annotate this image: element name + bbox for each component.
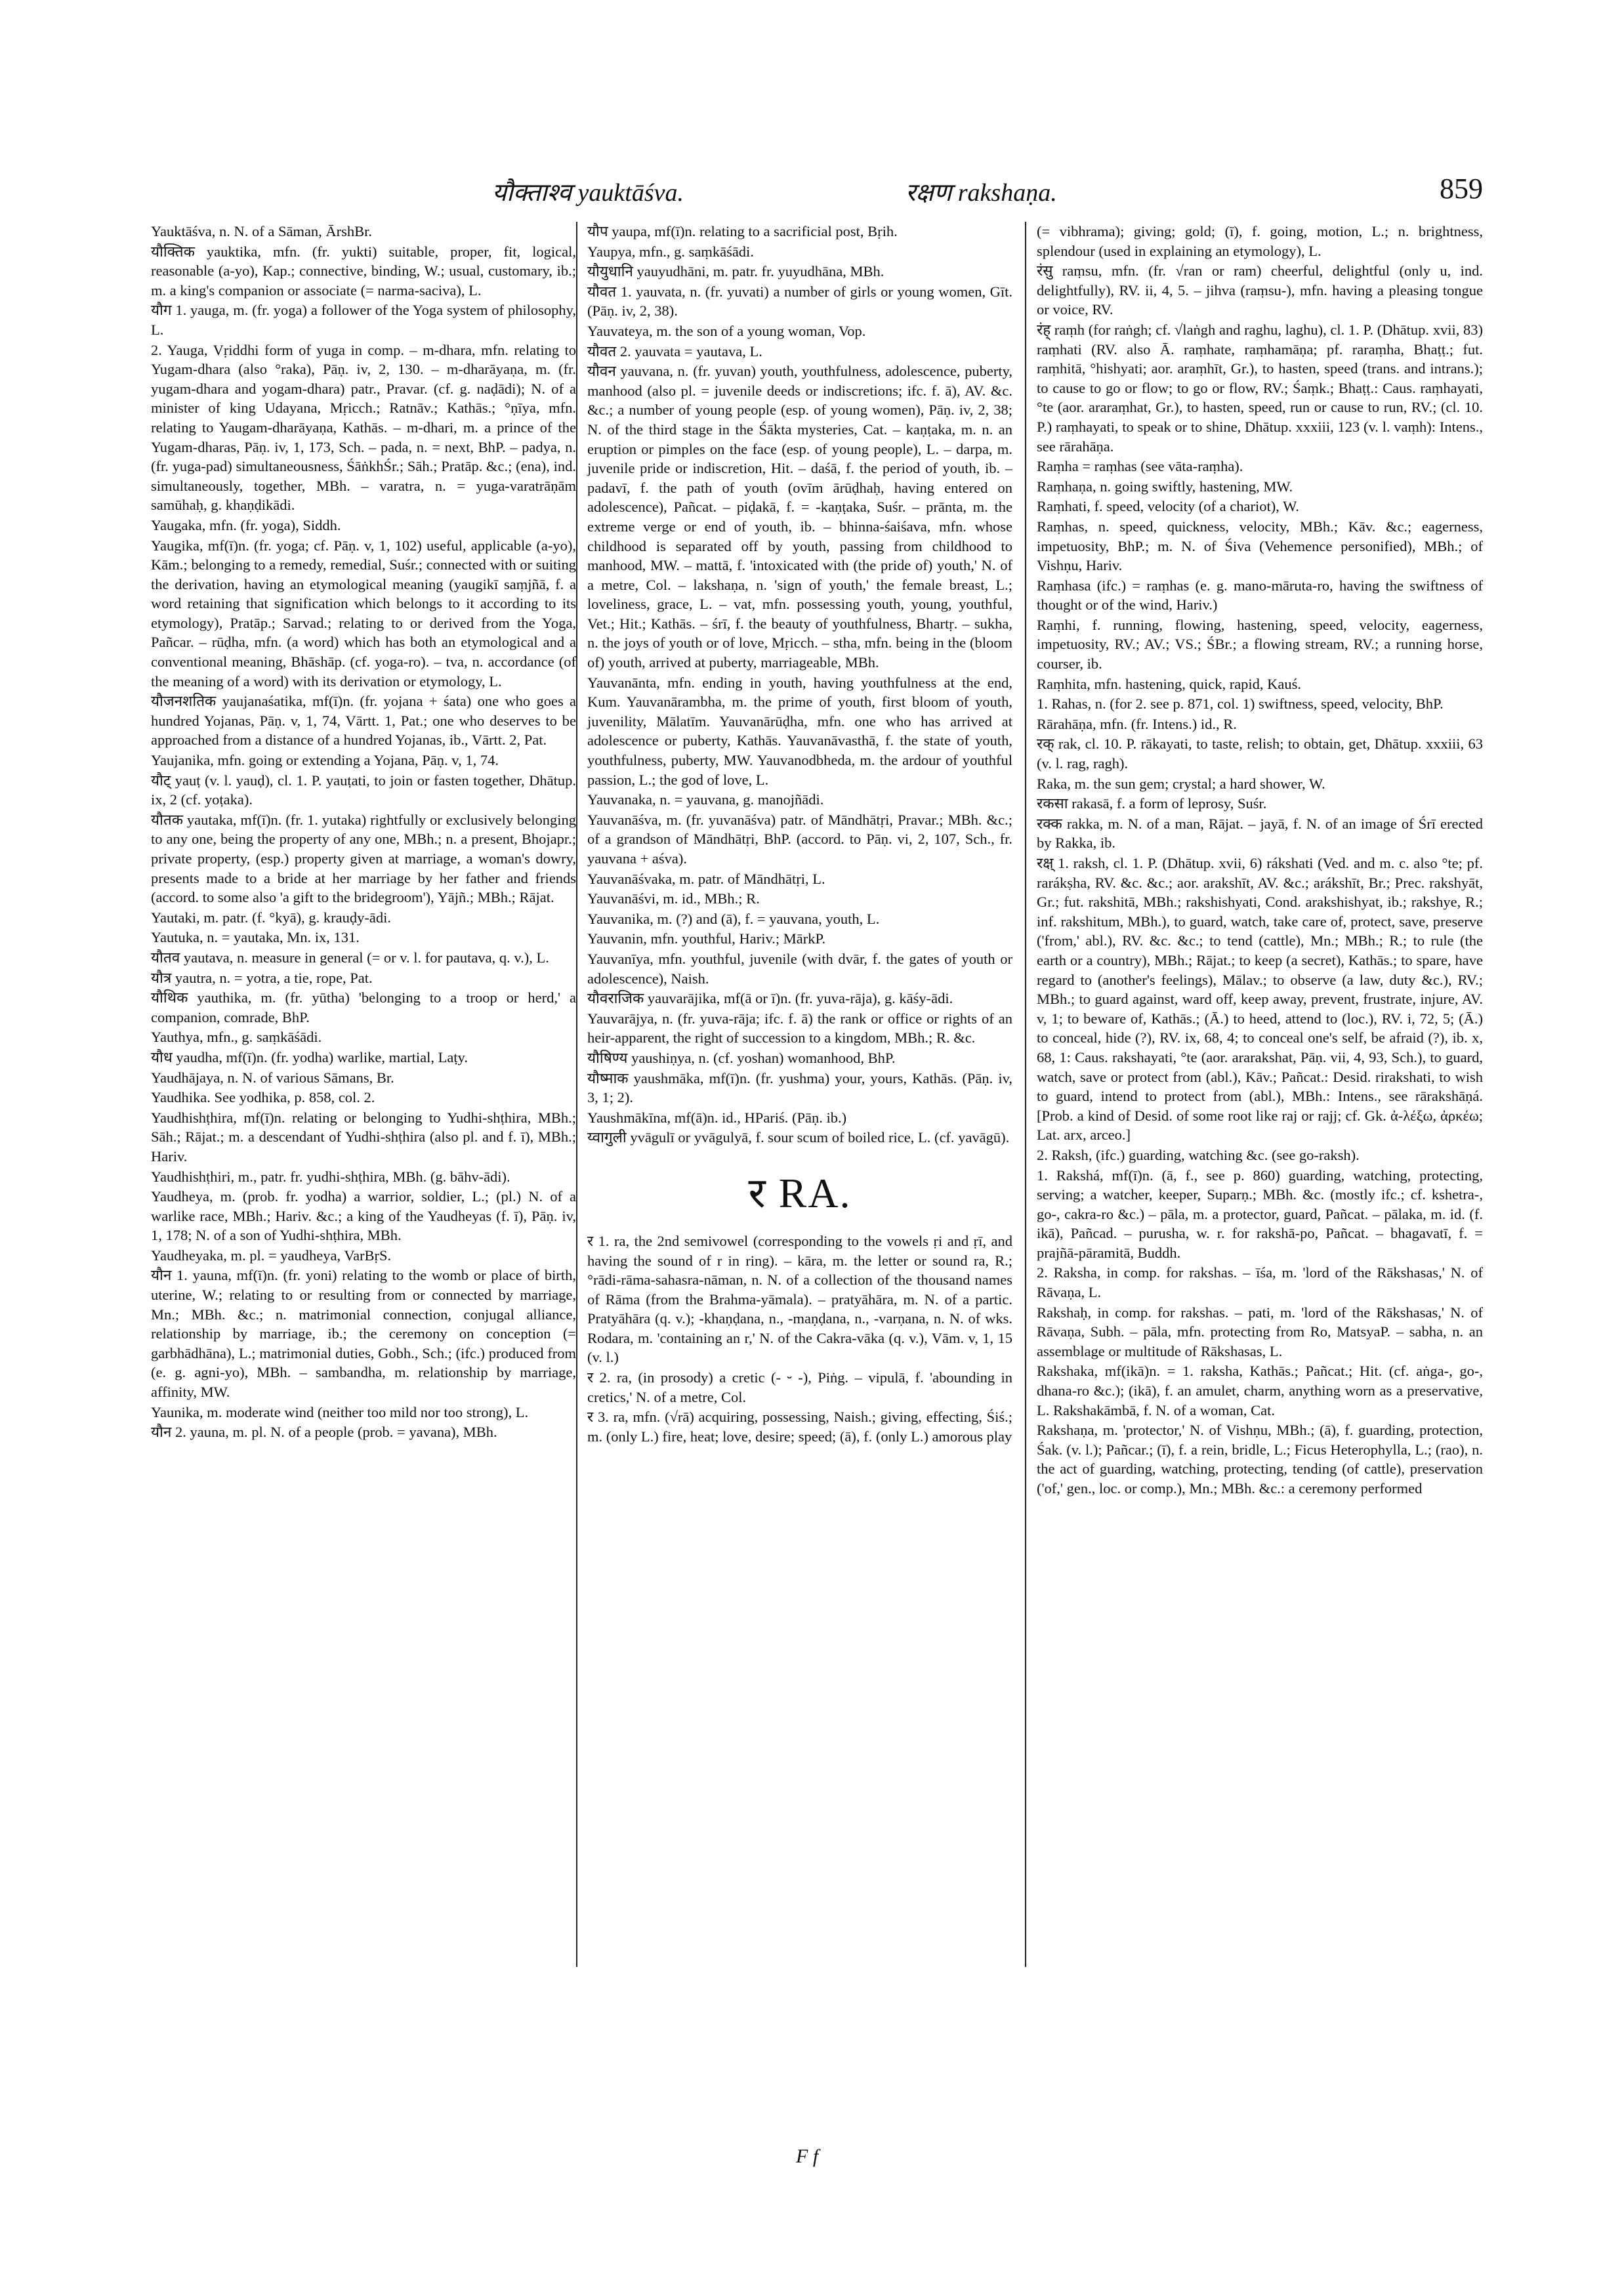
dictionary-entry: रंसु raṃsu, mfn. (fr. √ran or ram) cheerful, delightful (only u, ind. delightfully), RV. ii, 4, 5. – jihva (raṃsu-), mfn. having a pleasing tongue or voice, RV. [1037, 262, 1483, 318]
signature-mark: F f [796, 2145, 819, 2167]
column-2-entries-after [587, 1231, 1012, 1447]
dictionary-entry: यौषिण्य yaushiṇya, n. (cf. yoshan) womanhood, BhP. [587, 1049, 896, 1066]
dictionary-entry: यौवत 2. yauvata = yautava, L. [587, 342, 762, 360]
dictionary-entry: र 1. ra, the 2nd semivowel (corresponding to the vowels ṛi and ṛī, and having the sound of r in ring). – kāra, m. the letter or sound ra, R.; °rādi-rāma-sahasra-nāman, n. N. of a collection of the thousand names of Rāma (from the Brahma-yāmala). – pratyāhāra, m. N. of a partic. Pratyāhāra (q. v.); -khaṇḍana, n., -maṇḍana, n., -varṇana, n. N. of wks. Rodara, m. 'containing an r,' N. of the Cakra-vāka (q. v.), Vām. v, 1, 15 (v. l.) [587, 1232, 1012, 1366]
dictionary-entry: 2. Yauga, Vṛiddhi form of yuga in comp. – m-dhara, mfn. relating to Yugam-dhara (also °raka), Pāṇ. iv, 2, 130. – m-dharāyaṇa, m. (fr. yugam-dhara and yogam-dhara) patr., Pravar. (cf. g. naḍādi); N. of a minister of king Udayana, Mṛicch.; Ratnāv.; Kathās.; °ṇīya, mfn. relating to Yaugam-dharāyaṇa, Kathās. – m-dhari, m. a prince of the Yugam-dharas, Pāṇ. iv, 1, 173, Sch. – pada, n. = next, BhP. – padya, n. (fr. yuga-pad) simultaneousness, ŚāṅkhŚr.; Sāh.; Pratāp. &c.; (ena), ind. simultaneously, together, MBh. – varatra, n. = yuga-varatrāṇām samūhaḥ, g. khaṇḍikādi. [151, 341, 576, 514]
dictionary-entry: Yauvateya, m. the son of a young woman, Vop. [587, 322, 866, 339]
header-center-deva: रक्षण [906, 179, 952, 207]
dictionary-entry: यौन 1. yauna, mf(ī)n. (fr. yoni) relating to the womb or place of birth, uterine, W.; relating to or resulting from or connected by marriage, Mn.; MBh. &c.; n. matrimonial connection, conjugal alliance, relationship by marriage, ib.; the ceremony on conception (= garbhādhāna), L.; matrimonial duties, Gobh., Sch.; (ifc.) produced from (e. g. agni-yo), MBh. – sambandha, m. relationship by marriage, affinity, MW. [151, 1267, 576, 1401]
dictionary-entry: र 3. ra, mfn. (√rā) acquiring, possessing, Naish.; giving, effecting, Śiś.; m. (only L.) fire, heat; love, desire; speed; (ā), f. (only L.) amorous play [587, 1409, 1012, 1445]
dictionary-entry: यौतव yautava, n. measure in general (= or v. l. for pautava, q. v.), L. [151, 949, 549, 966]
column-3 [1037, 222, 1483, 1499]
dictionary-entry: Raṃhi, f. running, flowing, hastening, speed, velocity, eagerness, impetuosity, RV.; AV.; VS.; ŚBr.; a flowing stream, RV.; a running horse, courser, ib. [1037, 616, 1483, 672]
dictionary-entry: यौतक yautaka, mf(ī)n. (fr. 1. yutaka) rightfully or exclusively belonging to any one, being the property of any one, MBh.; n. a present, Bhojapr.; private property, (esp.) property given at marriage, a woman's dowry, presents made to a bride at her marriage by her father and friends (accord. to some also 'a gift to the bridegroom'), Yājñ.; MBh.; Rājat. [151, 811, 576, 906]
dictionary-entry: Rakshaḥ, in comp. for rakshas. – pati, m. 'lord of the Rākshasas,' N. of Rāvaṇa, Subh. – pāla, mfn. protecting from Ro, MatsyaP. – sabha, n. an assemblage or multitude of Rākshasas, L. [1037, 1304, 1483, 1359]
dictionary-entry: Yaupya, mfn., g. saṃkāśādi. [587, 243, 754, 260]
dictionary-entry: र 2. ra, (in prosody) a cretic (- ⏑ -), Piṅg. – vipulā, f. 'abounding in cretics,' N. of a metre, Col. [587, 1369, 1012, 1405]
dictionary-entry: Rakshaṇa, m. 'protector,' N. of Vishṇu, MBh.; (ā), f. guarding, protection, Śak. (v. l.); Pañcar.; (ī), f. a rein, bridle, L.; Ficus Heterophylla, L.; (rao), n. the act of guarding, watching, protecting, tending (of cattle), preservation ('of,' gen., loc. or comp.), Mn.; MBh. &c.: a ceremony performed [1037, 1422, 1483, 1497]
dictionary-entry: यौध yaudha, mf(ī)n. (fr. yodha) warlike, martial, Laṭy. [151, 1048, 468, 1065]
column-divider [1025, 222, 1026, 1967]
dictionary-entry: य्वागुली yvāgulī or yvāgulyā, f. sour scum of boiled rice, L. (cf. yavāgū). [587, 1129, 1010, 1146]
dictionary-entry: Raṃhaṇa, n. going swiftly, hastening, MW. [1037, 478, 1293, 495]
dictionary-entry: रक्ष् 1. raksh, cl. 1. P. (Dhātup. xvii, 6) rákshati (Ved. and m. c. also °te; pf. rarákṣha, RV. &c. &c.; aor. arakshīt, AV. &c.; arákshīt, Br.; Prec. rakshyāt, Gr.; fut. rakshitā, MBh.; rakshishyati, Cond. arakshishyat, ib.; rakshye, R.; inf. rakshitum, MBh.), to guard, watch, take care of, protect, save, preserve ('from,' abl.), RV. &c. &c.; to tend (cattle), Mn.; MBh.; R.; to rule (the earth or a country), MBh.; Rājat.; to keep (a secret), Kathās.; to spare, have regard to (another's feelings), Mālav.; to observe (a law, duty &c.), RV.; MBh.; to guard against, ward off, keep away, prevent, frustrate, injure, AV. v, 1; to beware of, Kathās.; (Ā.) to heed, attend to (loc.), RV. i, 72, 5; (Ā.) to conceal, hide (?), RV. ix, 68, 4; to conceal one's self, be afraid (?), ib. x, 68, 1: Caus. rakshayati, °te (aor. ararakshat, Pāṇ. vii, 4, 93, Sch.), to guard, watch, save or protect from (abl.), Kāv.; Pañcat.: Desid. rirakshati, to wish to guard, intend to protect from (abl.), MBh.: Intens., see rārakshāṇá. [Prob. a kind of Desid. of some root like raj or rajj; cf. Gk. ἀ-λέξω, ἀρκέω; Lat. arx, arceo.] [1037, 855, 1483, 1144]
dictionary-entry: Rārahāṇa, mfn. (fr. Intens.) id., R. [1037, 715, 1237, 732]
header-left-headword [492, 175, 684, 209]
dictionary-entry: Yaudhishṭhiri, m., patr. fr. yudhi-shṭhira, MBh. (g. bāhv-ādi). [151, 1168, 510, 1185]
dictionary-entry: Yautuka, n. = yautaka, Mn. ix, 131. [151, 929, 360, 946]
dictionary-entry: Raṃhita, mfn. hastening, quick, rapid, Kauś. [1037, 675, 1302, 692]
dictionary-entry: 2. Raksh, (ifc.) guarding, watching &c. (see go-raksh). [1037, 1146, 1360, 1163]
dictionary-entry: Yaugika, mf(ī)n. (fr. yoga; cf. Pāṇ. v, 1, 102) useful, applicable (a-yo), Kām.; belonging to a remedy, remedial, Suśr.; connected with or suiting the derivation, having an etymological meaning (yaugikī saṃjñā, f. a word retaining that signification which belongs to it according to its etymology), Pratāp.; Sarvad.; relating to or derived from the Yoga, Pañcar. – rūḍha, mfn. (a word) which has both an etymological and a conventional meaning, Bhāshāp. (cf. yoga-ro). – tva, n. accordance (of the meaning of a word) with its derivation or etymology, L. [151, 537, 576, 690]
dictionary-entry: यौन 2. yauna, m. pl. N. of a people (prob. = yavana), MBh. [151, 1424, 497, 1441]
header-left-text: yauktāśva. [577, 179, 684, 207]
dictionary-entry: (= vibhrama); giving; gold; (ī), f. going, motion, L.; n. brightness, splendour (used in explaining an etymology), L. [1037, 223, 1483, 259]
column-2 [587, 222, 1012, 1447]
dictionary-entry: 1. Rakshá, mf(ī)n. (ā, f., see p. 860) guarding, watching, protecting, serving; a watcher, keeper, Suparṇ.; MBh. &c. (mostly ifc.; cf. kshetra-, go-, cakra-ro &c.) – pāla, m. a protector, guard, Pañcat. – pālaka, m. id. (f. ikā), Pañcad. – purusha, w. r. for rakshā-po, Pañcat. – bhagavatī, f. = prajñā-pāramitā, Buddh. [1037, 1167, 1483, 1261]
dictionary-entry: Raka, m. the sun gem; crystal; a hard shower, W. [1037, 775, 1325, 792]
column-2-entries [587, 222, 1012, 1148]
section-heading: र RA. [748, 1169, 852, 1216]
dictionary-entry: रकसा rakasā, f. a form of leprosy, Suśr. [1037, 795, 1267, 812]
dictionary-entry: रक्क rakka, m. N. of a man, Rājat. – jayā, f. N. of an image of Śrī erected by Rakka, ib. [1037, 815, 1483, 852]
dictionary-entry: Yauvanika, m. (?) and (ā), f. = yauvana, youth, L. [587, 910, 880, 927]
dictionary-entry: Yaudhika. See yodhika, p. 858, col. 2. [151, 1089, 375, 1106]
dictionary-entry: Yaudheyaka, m. pl. = yaudheya, VarBṛS. [151, 1247, 392, 1264]
header-left-deva: यौक्ताश्व [492, 179, 572, 207]
page-number: 859 [1440, 173, 1483, 205]
dictionary-entry: Raṃhati, f. speed, velocity (of a chariot), W. [1037, 498, 1299, 515]
dictionary-entry: Yaudhishṭhira, mf(ī)n. relating or belonging to Yudhi-shṭhira, MBh.; Sāh.; Rājat.; m. a descendant of Yudhi-shṭhira (also pl. and f. ī), MBh.; Hariv. [151, 1109, 576, 1165]
dictionary-entry: Yauvanin, mfn. youthful, Hariv.; MārkP. [587, 930, 826, 947]
column-divider [576, 222, 577, 1967]
dictionary-entry: यौट् yauṭ (v. l. yauḍ), cl. 1. P. yauṭati, to join or fasten together, Dhātup. ix, 2 (cf. yoṭaka). [151, 772, 576, 808]
dictionary-entry: यौवराजिक yauvarājika, mf(ā or ī)n. (fr. yuva-rāja), g. kāśy-ādi. [587, 990, 953, 1007]
dictionary-entry: रक् rak, cl. 10. P. rākayati, to taste, relish; to obtain, get, Dhātup. xxxiii, 63 (v. l. rag, ragh). [1037, 735, 1483, 772]
column-1 [151, 222, 576, 1443]
dictionary-entry: Yauvanānta, mfn. ending in youth, having youthfulness at the end, Kum. Yauvanārambha, m. the prime of youth, first bloom of youth, juvenility, Mālatīm. Yauvanārūḍha, mfn. one who has arrived at adolescence or puberty, Kathās. Yauvanāvasthā, f. the state of youth, youthfulness, puberty, MW. Yauvanodbheda, m. the ardour of youthful passion, L.; the god of love, L. [587, 674, 1012, 788]
dictionary-entry: यौत्र yautra, n. = yotra, a tie, rope, Pat. [151, 969, 373, 986]
dictionary-entry: Rakshaka, mf(ikā)n. = 1. raksha, Kathās.; Pañcat.; Hit. (cf. aṅga-, go-, dhana-ro &c.); (ikā), f. an amulet, charm, anything worn as a preservative, L. Rakshakāmbā, f. N. of a woman, Cat. [1037, 1363, 1483, 1418]
dictionary-entry: Yauktāśva, n. N. of a Sāman, ĀrshBr. [151, 223, 373, 239]
dictionary-entry: Yauvanīya, mfn. youthful, juvenile (with dvār, f. the gates of youth or adolescence), Naish. [587, 950, 1012, 987]
dictionary-entry: Yauvanāśva, m. (fr. yuvanāśva) patr. of Māndhātṛi, Pravar.; MBh. &c.; of a grandson of Māndhātṛi, BhP. (accord. to Pāṇ. vi, 2, 107, Sch., fr. yauvana + aśva). [587, 811, 1012, 867]
dictionary-entry: Yaudheya, m. (prob. fr. yodha) a warrior, soldier, L.; (pl.) N. of a warlike race, MBh.; Hariv. &c.; a king of the Yaudheyas (f. ī), Pāṇ. iv, 1, 178; N. of a son of Yudhi-shṭhira, MBh. [151, 1188, 576, 1244]
dictionary-entry: यौक्तिक yauktika, mfn. (fr. yukti) suitable, proper, fit, logical, reasonable (a-yo), Kap.; connective, binding, W.; usual, customary, ib.; m. a king's companion or associate (= narma-saciva), L. [151, 243, 576, 299]
dictionary-entry: Yauvarājya, n. (fr. yuva-rāja; ifc. f. ā) the rank or office or rights of an heir-apparent, the right of succession to a kingdom, MBh.; R. &c. [587, 1010, 1012, 1046]
dictionary-entry: Yauthya, mfn., g. saṃkāśādi. [151, 1029, 322, 1046]
dictionary-entry: Yaujanika, mfn. going or extending a Yojana, Pāṇ. v, 1, 74. [151, 752, 499, 769]
dictionary-entry: Yauvanāśvaka, m. patr. of Māndhātṛi, L. [587, 870, 825, 887]
dictionary-entry: Yautaki, m. patr. (f. °kyā), g. krauḍy-ādi. [151, 909, 392, 926]
dictionary-entry: Yauvanāśvi, m. id., MBh.; R. [587, 890, 760, 907]
dictionary-entry: Yaushmākīna, mf(ā)n. id., HPariś. (Pāṇ. ib.) [587, 1109, 847, 1126]
dictionary-entry: Raṃhas, n. speed, quickness, velocity, MBh.; Kāv. &c.; eagerness, impetuosity, BhP.; m. N. of Śiva (Vehemence personified), MBh.; of Vishṇu, Hariv. [1037, 518, 1483, 574]
dictionary-entry: यौवत 1. yauvata, n. (fr. yuvati) a number of girls or young women, Gīt. (Pāṇ. iv, 2, 38). [587, 283, 1012, 320]
dictionary-entry: 1. Rahas, n. (for 2. see p. 871, col. 1) swiftness, speed, velocity, BhP. [1037, 695, 1444, 713]
running-header [151, 172, 1483, 211]
dictionary-entry: Yauvanaka, n. = yauvana, g. manojñādi. [587, 791, 824, 808]
header-center-headword [906, 175, 1057, 209]
dictionary-entry: यौष्माक yaushmāka, mf(ī)n. (fr. yushma) your, yours, Kathās. (Pāṇ. iv, 3, 1; 2). [587, 1069, 1012, 1106]
dictionary-entry: यौवन yauvana, n. (fr. yuvan) youth, youthfulness, adolescence, puberty, manhood (also pl. = juvenile deeds or indiscretions; ifc. f. ā), AV. &c. &c.; a number of young people (esp. of young women), Pāṇ. iv, 2, 38; N. of the third stage in the Śākta mysteries, Cat. – kaṇṭaka, m. n. an eruption or pimples on the face (esp. of young people), L. – darpa, m. juvenile pride or indiscretion, Hit. – daśā, f. the period of youth, ib. – padavī, f. the path of youth (ovīm ārūḍhaḥ, having entered on adolescence), Pañcat. – piḍakā, f. = -kaṇṭaka, Suśr. – prānta, m. the extreme verge or end of youth, ib. – bhinna-śaiśava, mfn. whose childhood is separated off by youth, passing from childhood to manhood, MW. – mattā, f. 'intoxicated with (the pride of) youth,' N. of a metre, Col. – lakshaṇa, n. 'sign of youth,' the female breast, L.; loveliness, grace, L. – vat, mfn. possessing youth, young, youthful, Vet.; Hit.; Kathās. – śrī, f. the beauty of youthfulness, Bhartṛ. – sukha, n. the joys of youth or of love, Mṛicch. – stha, mfn. being in the (bloom of) youth, arrived at puberty, marriageable, MBh. [587, 363, 1012, 671]
dictionary-entry: Yaugaka, mfn. (fr. yoga), Siddh. [151, 516, 341, 533]
dictionary-entry: यौप yaupa, mf(ī)n. relating to a sacrificial post, Bṛih. [587, 223, 898, 239]
dictionary-entry: Raṃhasa (ifc.) = raṃhas (e. g. mano-māruta-ro, having the swiftness of thought or of the wind, Hariv.) [1037, 577, 1483, 613]
dictionary-entry: यौग 1. yauga, m. (fr. yoga) a follower of the Yoga system of philosophy, L. [151, 302, 576, 338]
dictionary-entry: Yaudhājaya, n. N. of various Sāmans, Br. [151, 1069, 394, 1086]
header-center-text: rakshaṇa. [957, 179, 1057, 207]
dictionary-entry: Raṃha = raṃhas (see vāta-raṃha). [1037, 458, 1243, 475]
dictionary-entry: Yaunika, m. moderate wind (neither too mild nor too strong), L. [151, 1403, 529, 1420]
dictionary-entry: यौथिक yauthika, m. (fr. yūtha) 'belonging to a troop or herd,' a companion, comrade, BhP. [151, 989, 576, 1025]
dictionary-entry: यौजनशतिक yaujanaśatika, mf(ī)n. (fr. yojana + śata) one who goes a hundred Yojanas, Pāṇ. v, 1, 74, Vārtt. 1, Pat.; one who deserves to be approached from a distance of a hundred Yojanas, ib., Vārtt. 2, Pat. [151, 693, 576, 749]
dictionary-entry: 2. Raksha, in comp. for rakshas. – īśa, m. 'lord of the Rākshasas,' N. of Rāvaṇa, L. [1037, 1264, 1483, 1301]
dictionary-entry: रंह् raṃh (for raṅgh; cf. √laṅgh and raghu, laghu), cl. 1. P. (Dhātup. xvii, 83) raṃhati (RV. also Ā. raṃhate, raṃhamāṇa; pf. raraṃha, Bhaṭṭ.; fut. raṃhitā, °hishyati; aor. araṃhīt, Gr.), to hasten, speed (trans. and intrans.); to cause to go or flow; to go or flow, RV.; Śaṃk.; Bhaṭṭ.: Caus. raṃhayati, °te (aor. araraṃhat, Gr.), to hasten, speed, run or cause to run, RV.; (cl. 10. P.) raṃhayati, to speak or to shine, Dhātup. xxxiii, 123 (v. l. vaṃh): Intens., see rārahāṇa. [1037, 321, 1483, 455]
dictionary-entry: यौयुधानि yauyudhāni, m. patr. fr. yuyudhāna, MBh. [587, 263, 885, 280]
